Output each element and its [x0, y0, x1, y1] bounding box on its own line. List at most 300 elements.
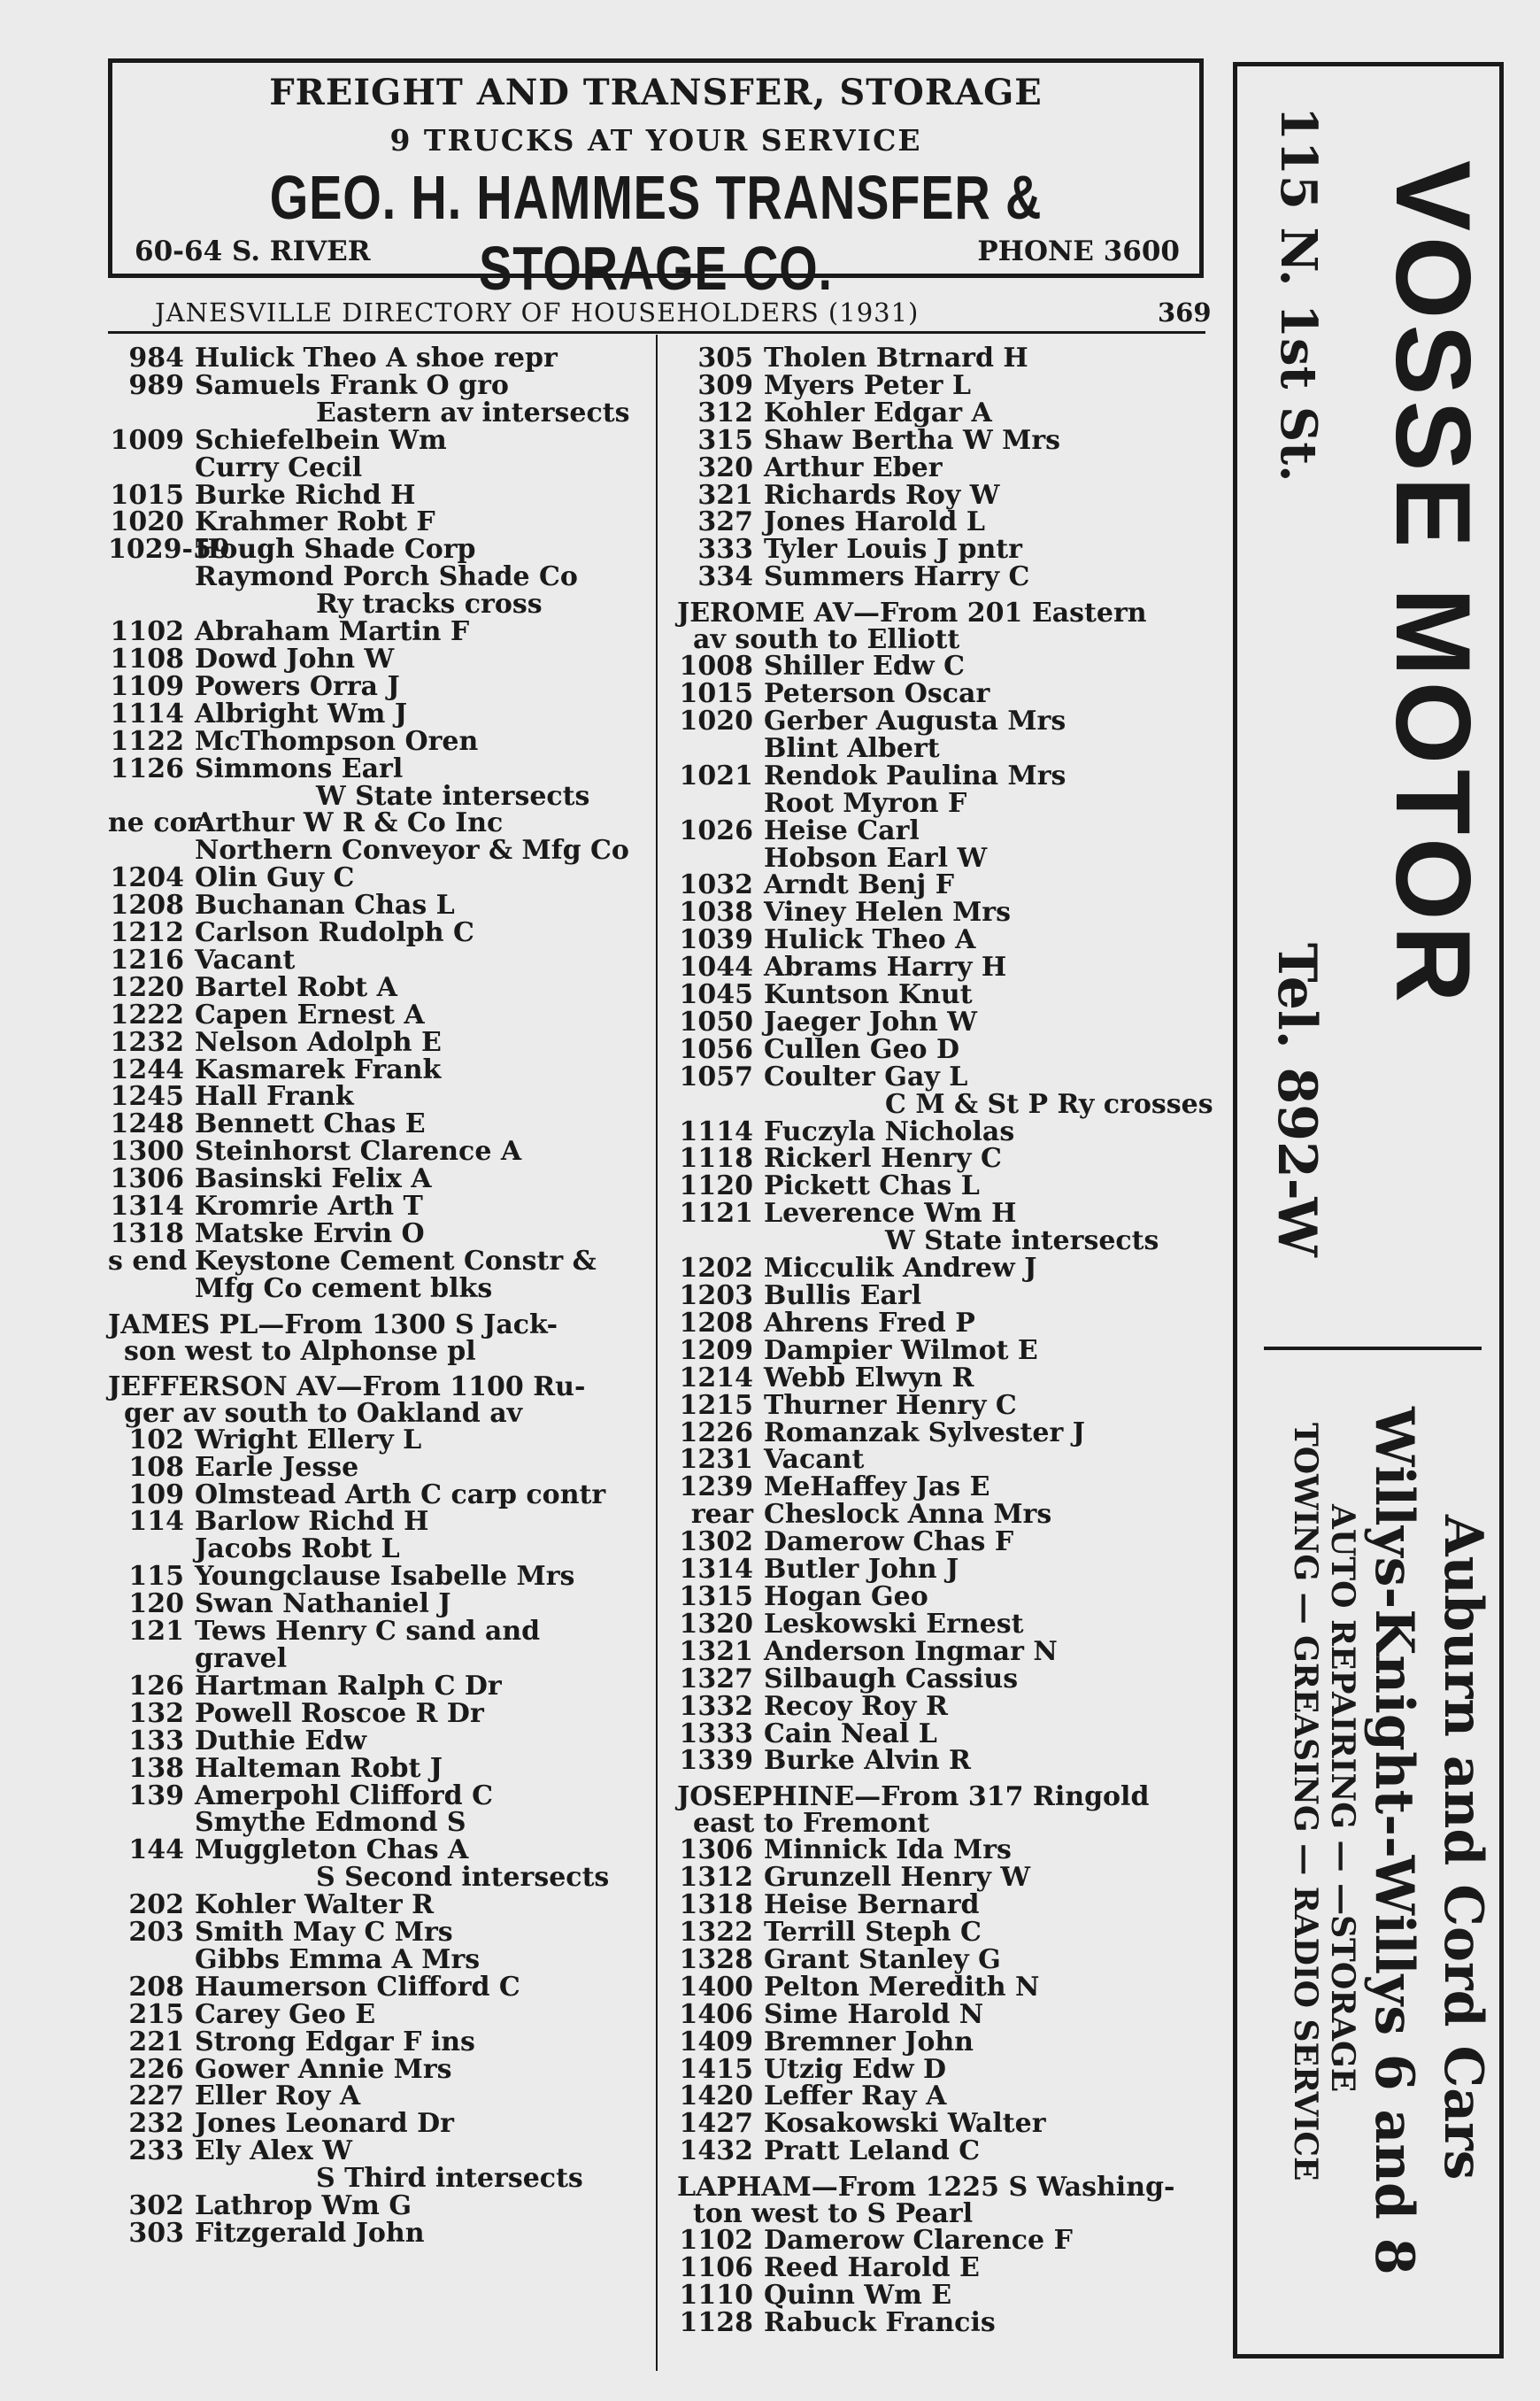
householder-name: Haumerson Clifford C	[195, 1971, 520, 2003]
house-number: 1318	[679, 1889, 753, 1921]
householder-name: Fuczyla Nicholas	[764, 1116, 1015, 1147]
directory-entry	[108, 1026, 639, 1058]
house-number	[108, 1536, 184, 1563]
house-number: 139	[128, 1780, 184, 1811]
directory-entry	[108, 369, 639, 401]
house-number: 1400	[679, 1971, 753, 2003]
householder-name: Jacobs Robt L	[195, 1533, 400, 1565]
householder-name: Kasmarek Frank	[195, 1054, 442, 1085]
house-number: 333	[697, 534, 753, 566]
directory-entry	[108, 1670, 639, 1702]
directory-entry	[677, 1663, 1208, 1695]
house-number: 233	[128, 2135, 184, 2167]
directory-entry	[677, 369, 1208, 401]
house-number: 1128	[679, 2306, 753, 2338]
householder-name: Peterson Oscar	[764, 678, 990, 710]
house-number: 1015	[679, 678, 753, 710]
directory-entry	[677, 1635, 1208, 1667]
street-heading-continuation: ger av south to Oakland av	[124, 1397, 523, 1429]
householder-name: Tyler Louis J pntr	[764, 534, 1022, 566]
directory-entry	[108, 807, 639, 839]
householder-name: Eller Roy A	[195, 2081, 361, 2112]
directory-entry	[677, 842, 1208, 874]
householder-name: Shiller Edw C	[764, 651, 965, 683]
householder-name: Halteman Robt J	[195, 1752, 443, 1784]
ad-repairing-line: AUTO REPAIRING — —STORAGE	[1324, 1504, 1361, 2093]
house-number: rear	[690, 1499, 753, 1531]
house-number: 1208	[110, 890, 184, 922]
house-number	[108, 1810, 184, 1837]
householder-name: Butler John J	[764, 1554, 959, 1586]
householder-name: Basinski Felix A	[195, 1163, 432, 1195]
householder-name: Ely Alex W	[195, 2135, 352, 2167]
cross-street-note: S Third intersects	[316, 2163, 583, 2195]
ad-divider	[1264, 1347, 1482, 1350]
householder-name: Kromrie Arth T	[195, 1191, 423, 1223]
ad-vosse-name: VOSSE MOTOR	[1374, 160, 1492, 1008]
house-number: 1208	[679, 1307, 753, 1339]
directory-entry	[677, 653, 1208, 681]
householder-name: Barlow Richd H	[195, 1506, 429, 1538]
house-number: 1204	[110, 862, 184, 894]
householder-name: Steinhorst Clarence A	[195, 1136, 522, 1168]
directory-entry	[677, 954, 1208, 982]
house-number: 1202	[679, 1253, 753, 1285]
house-number: 1226	[679, 1417, 753, 1448]
house-number: 1232	[110, 1026, 184, 1058]
directory-entry	[108, 1163, 639, 1195]
directory-entry	[108, 1451, 639, 1483]
house-number: 1300	[110, 1136, 184, 1168]
house-number: 1106	[679, 2252, 753, 2284]
householder-name: Coulter Gay L	[764, 1061, 968, 1092]
householder-name: Gerber Augusta Mrs	[764, 705, 1066, 737]
directory-entry	[108, 1642, 639, 1674]
householder-name: Raymond Porch Shade Co	[195, 561, 578, 593]
house-number: 1245	[110, 1081, 184, 1113]
house-number: 133	[128, 1725, 184, 1756]
directory-entry	[677, 869, 1208, 901]
house-number: 303	[128, 2218, 184, 2249]
directory-entry	[677, 1280, 1208, 1311]
householder-name: Matske Ervin O	[195, 1218, 425, 1249]
directory-entry	[677, 1889, 1208, 1921]
house-number: 227	[128, 2081, 184, 2112]
house-number: 1409	[679, 2026, 753, 2057]
directory-entry	[108, 561, 639, 593]
householder-name: Curry Cecil	[195, 452, 363, 483]
directory-entry	[108, 698, 639, 730]
householder-name: Pickett Chas L	[764, 1170, 980, 1202]
house-number: 327	[697, 506, 753, 538]
house-number: 1321	[679, 1635, 753, 1667]
householder-name: Summers Harry C	[764, 561, 1030, 593]
householder-name: Carlson Rudolph C	[195, 917, 474, 949]
directory-entry	[677, 506, 1208, 538]
cross-street-note: S Second intersects	[316, 1862, 610, 1894]
house-number: 226	[128, 2053, 184, 2085]
street-heading	[108, 1303, 639, 1365]
directory-column-right	[677, 343, 1213, 2338]
householder-name: Myers Peter L	[764, 369, 971, 401]
house-number: 1320	[679, 1608, 753, 1640]
house-number: 1328	[679, 1943, 753, 1975]
householder-name: Thurner Henry C	[764, 1389, 1017, 1421]
directory-entry	[677, 1556, 1208, 1584]
house-number: 1126	[110, 753, 184, 784]
house-number: 309	[697, 369, 753, 401]
directory-entry	[677, 1116, 1208, 1147]
householder-name: Hough Shade Corp	[195, 534, 476, 566]
directory-entry	[108, 1478, 639, 1510]
directory-entry	[677, 1061, 1208, 1092]
directory-entry	[677, 1334, 1208, 1366]
directory-entry	[108, 2083, 639, 2111]
householder-name: Kohler Walter R	[195, 1889, 435, 1921]
householder-name: Keystone Cement Constr &	[195, 1245, 597, 1277]
directory-entry	[677, 534, 1208, 566]
house-number: 1432	[679, 2135, 753, 2167]
house-number: 1118	[679, 1143, 753, 1175]
householder-name: Rendok Paulina Mrs	[764, 760, 1066, 791]
householder-name: Viney Helen Mrs	[764, 897, 1011, 929]
side-advertisement	[1233, 62, 1504, 2359]
householder-name: Anderson Ingmar N	[764, 1635, 1058, 1667]
house-number: 1306	[110, 1163, 184, 1195]
house-number: 1415	[679, 2053, 753, 2085]
house-number	[108, 838, 184, 865]
directory-entry	[108, 1081, 639, 1113]
house-number: 1109	[110, 670, 184, 702]
directory-entry	[108, 2220, 639, 2248]
directory-entry	[677, 2282, 1208, 2310]
directory-entry	[108, 643, 639, 675]
directory-entry	[108, 1998, 639, 2030]
directory-entry	[677, 479, 1208, 511]
ad-towing-line: TOWING — GREASING — RADIO SERVICE	[1287, 1423, 1324, 2181]
house-number: 1406	[679, 1998, 753, 2030]
directory-entry	[677, 924, 1208, 956]
cross-street-note: Ry tracks cross	[316, 589, 543, 621]
house-number: 1056	[679, 1033, 753, 1065]
directory-entry	[108, 892, 639, 920]
householder-name: Abrams Harry H	[764, 952, 1007, 984]
house-number: 202	[128, 1889, 184, 1921]
householder-name: Simmons Earl	[195, 753, 404, 784]
householder-name: Vacant	[195, 944, 296, 976]
house-number: 1239	[679, 1471, 753, 1503]
directory-entry	[108, 917, 639, 949]
householder-name: Arthur Eber	[764, 452, 943, 483]
house-number: 1216	[110, 944, 184, 976]
householder-name: Nelson Adolph E	[195, 1026, 442, 1058]
householder-name: Duthie Edw	[195, 1725, 367, 1756]
directory-entry	[677, 1998, 1208, 2030]
house-number	[108, 455, 184, 483]
householder-name: Hulick Theo A	[764, 924, 976, 956]
house-number: 1021	[679, 760, 753, 791]
householder-name: Gibbs Emma A Mrs	[195, 1943, 481, 1975]
house-number	[677, 845, 753, 873]
directory-entry	[108, 835, 639, 867]
householder-name: Buchanan Chas L	[195, 890, 455, 922]
directory-entry	[108, 2108, 639, 2140]
house-number: 1212	[110, 917, 184, 949]
directory-entry	[108, 616, 639, 648]
house-number: 312	[697, 397, 753, 428]
house-number: 1029-59	[108, 534, 230, 566]
house-number: 1045	[679, 979, 753, 1011]
house-number: 1203	[679, 1280, 753, 1311]
householder-name: Burke Alvin R	[764, 1745, 971, 1777]
house-number: 102	[128, 1424, 184, 1455]
house-number: 1008	[679, 651, 753, 683]
householder-name: Pelton Meredith N	[764, 1971, 1040, 2003]
householder-name: Jaeger John W	[764, 1006, 977, 1038]
householder-name: Amerpohl Clifford C	[195, 1780, 493, 1811]
house-number: 108	[128, 1451, 184, 1483]
directory-entry	[108, 725, 639, 757]
house-number: 1039	[679, 924, 753, 956]
house-number: 1302	[679, 1526, 753, 1558]
house-number: 989	[128, 369, 184, 401]
house-number: 1332	[679, 1690, 753, 1722]
directory-entry	[677, 732, 1208, 764]
householder-name: Olin Guy C	[195, 862, 355, 894]
directory-entry	[108, 971, 639, 1003]
householder-name: Grunzell Henry W	[764, 1862, 1031, 1894]
house-number: 1215	[679, 1389, 753, 1421]
directory-entry	[677, 899, 1208, 927]
directory-entry	[108, 1780, 639, 1811]
house-number: 1318	[110, 1218, 184, 1249]
street-heading-title: JOSEPHINE—From 317 Ringold	[677, 1781, 1150, 1813]
column-divider	[656, 335, 658, 2371]
house-number: 1314	[679, 1554, 753, 1586]
ad-vosse-tel: Tel. 892-W	[1266, 943, 1328, 1257]
directory-entry	[677, 397, 1208, 428]
householder-name: Hogan Geo	[764, 1580, 928, 1612]
cross-street-note: W State intersects	[885, 1225, 1159, 1257]
house-number: 1209	[679, 1334, 753, 1366]
householder-name: gravel	[195, 1642, 288, 1674]
householder-name: Muggleton Chas A	[195, 1834, 469, 1866]
householder-name: Hartman Ralph C Dr	[195, 1670, 502, 1702]
house-number: 984	[128, 343, 184, 374]
directory-entry	[677, 787, 1208, 819]
cross-street-note: W State intersects	[316, 780, 590, 812]
householder-name: Youngclause Isabelle Mrs	[195, 1561, 575, 1593]
house-number: 1044	[679, 952, 753, 984]
house-number: 315	[697, 424, 753, 456]
house-number: 1057	[679, 1061, 753, 1092]
householder-name: Powers Orra J	[195, 670, 400, 702]
householder-name: Earle Jesse	[195, 1451, 359, 1483]
householder-name: Quinn Wm E	[764, 2280, 952, 2311]
house-number: 1009	[110, 424, 184, 456]
directory-entry	[677, 814, 1208, 846]
directory-entry	[677, 1919, 1208, 1947]
householder-name: Schiefelbein Wm	[195, 424, 447, 456]
householder-name: Bremner John	[764, 2026, 974, 2057]
directory-entry	[677, 1170, 1208, 1202]
householder-name: Arndt Benj F	[764, 869, 955, 901]
householder-name: Kuntson Knut	[764, 979, 973, 1011]
directory-entry	[677, 1745, 1208, 1777]
directory-entry	[677, 1389, 1208, 1421]
house-number: 1244	[110, 1054, 184, 1085]
directory-entry	[677, 1006, 1208, 1038]
directory-entry	[108, 2135, 639, 2167]
directory-entry	[108, 1919, 639, 1947]
directory-entry	[108, 1193, 639, 1221]
house-number: 1222	[110, 999, 184, 1031]
directory-entry	[677, 452, 1208, 483]
directory-entry	[108, 670, 639, 702]
householder-name: Damerow Chas F	[764, 1526, 1014, 1558]
street-heading-continuation: son west to Alphonse pl	[124, 1335, 476, 1367]
house-number	[677, 791, 753, 818]
house-number: 1032	[679, 869, 753, 901]
householder-name: Cain Neal L	[764, 1718, 937, 1749]
directory-entry	[108, 1245, 639, 1277]
house-number: 114	[128, 1506, 184, 1538]
house-number: 1312	[679, 1862, 753, 1894]
directory-entry	[108, 1108, 639, 1140]
directory-entry	[108, 944, 639, 976]
directory-entry	[677, 979, 1208, 1011]
house-number: 115	[128, 1561, 184, 1593]
directory-entry	[677, 2306, 1208, 2338]
householder-name: Gower Annie Mrs	[195, 2053, 452, 2085]
house-number: 1114	[679, 1116, 753, 1147]
householder-name: Smith May C Mrs	[195, 1917, 453, 1949]
householder-name: Leskowski Ernest	[764, 1608, 1024, 1640]
ad-address: 60-64 S. RIVER	[135, 235, 371, 267]
directory-entry	[677, 705, 1208, 737]
house-number: 144	[128, 1834, 184, 1866]
householder-name: Dowd John W	[195, 643, 395, 675]
householder-name: Shaw Bertha W Mrs	[764, 424, 1061, 456]
directory-entry	[108, 1834, 639, 1866]
directory-entry	[108, 753, 639, 784]
directory-entry	[108, 506, 639, 538]
directory-entry	[677, 2108, 1208, 2140]
directory-entry	[108, 1725, 639, 1756]
ad-company-name: GEO. H. HAMMES TRANSFER & STORAGE CO.	[269, 163, 1043, 303]
directory-entry	[677, 2135, 1208, 2167]
house-number: 1322	[679, 1917, 753, 1949]
house-number: ne cor	[108, 807, 202, 839]
street-heading	[677, 2166, 1208, 2230]
house-number: 1020	[679, 705, 753, 737]
street-heading	[108, 1365, 639, 1427]
householder-name: Burke Richd H	[195, 479, 416, 511]
householder-name: Hobson Earl W	[764, 842, 988, 874]
householder-name: Krahmer Robt F	[195, 506, 435, 538]
directory-entry	[108, 1752, 639, 1784]
street-heading-continuation: ton west to S Pearl	[693, 2198, 974, 2230]
street-heading	[677, 591, 1208, 656]
house-number: 1231	[679, 1444, 753, 1476]
directory-entry	[108, 1588, 639, 1620]
house-number: 203	[128, 1917, 184, 1949]
householder-name: Cheslock Anna Mrs	[764, 1499, 1052, 1531]
householder-name: MeHaffey Jas E	[764, 1471, 990, 1503]
directory-entry	[677, 760, 1208, 791]
householder-name: Smythe Edmond S	[195, 1807, 466, 1839]
householder-name: Root Myron F	[764, 787, 967, 819]
house-number: 1214	[679, 1362, 753, 1394]
house-number: 1020	[110, 506, 184, 538]
householder-name: Bullis Earl	[764, 1280, 922, 1311]
householder-name: Richards Roy W	[764, 479, 1000, 511]
directory-entry	[108, 1424, 639, 1455]
street-heading-title: JEFFERSON AV—From 1100 Ru-	[108, 1370, 586, 1402]
directory-entry	[108, 1272, 639, 1304]
directory-entry	[677, 561, 1208, 593]
house-number	[108, 1646, 184, 1673]
householder-name: Minnick Ida Mrs	[764, 1834, 1012, 1866]
directory-entry	[677, 1362, 1208, 1394]
householder-name: Powell Roscoe R Dr	[195, 1697, 484, 1729]
directory-entry	[108, 2053, 639, 2085]
householder-name: Leffer Ray A	[764, 2081, 947, 2112]
house-number: 121	[128, 1616, 184, 1648]
page-title: JANESVILLE DIRECTORY OF HOUSEHOLDERS (1931)	[155, 297, 920, 328]
house-number: 1015	[110, 479, 184, 511]
ad-willys-line: Willys-Knight--Willys 6 and 8	[1363, 1407, 1425, 2275]
householder-name: Heise Carl	[764, 814, 920, 846]
directory-entry	[108, 1943, 639, 1975]
householder-name: Kohler Edgar A	[764, 397, 992, 428]
householder-name: Terrill Steph C	[764, 1917, 982, 1949]
house-number: 221	[128, 2026, 184, 2057]
directory-entry	[677, 1971, 1208, 2003]
ad-line-trucks: 9 TRUCKS AT YOUR SERVICE	[389, 123, 922, 158]
directory-entry	[677, 1864, 1208, 1892]
directory-entry	[677, 1943, 1208, 1975]
directory-entry	[677, 1143, 1208, 1175]
householder-name: Rabuck Francis	[764, 2306, 996, 2338]
directory-entry	[108, 534, 639, 566]
directory-entry	[108, 1054, 639, 1085]
directory-entry	[108, 2190, 639, 2222]
householder-name: Arthur W R & Co Inc	[195, 807, 504, 839]
house-number: 1050	[679, 1006, 753, 1038]
directory-entry	[108, 1533, 639, 1565]
householder-name: Capen Ernest A	[195, 999, 425, 1031]
directory-entry	[677, 2053, 1208, 2085]
street-heading-title: LAPHAM—From 1225 S Washing-	[677, 2172, 1175, 2204]
householder-name: Jones Harold L	[764, 506, 985, 538]
house-number: 1327	[679, 1663, 753, 1695]
directory-entry	[108, 1618, 639, 1646]
street-heading-title: JAMES PL—From 1300 S Jack-	[108, 1309, 558, 1340]
house-number: 1248	[110, 1108, 184, 1140]
directory-entry	[677, 1444, 1208, 1476]
house-number: 208	[128, 1971, 184, 2003]
header-rule	[108, 331, 1205, 334]
house-number: 1420	[679, 2081, 753, 2112]
house-number: 109	[128, 1478, 184, 1510]
householder-name: Grant Stanley G	[764, 1943, 1001, 1975]
householder-name: Bartel Robt A	[195, 971, 397, 1003]
house-number: 1315	[679, 1580, 753, 1612]
street-heading	[677, 1775, 1208, 1840]
top-advertisement	[108, 58, 1204, 303]
directory-entry	[108, 345, 639, 373]
